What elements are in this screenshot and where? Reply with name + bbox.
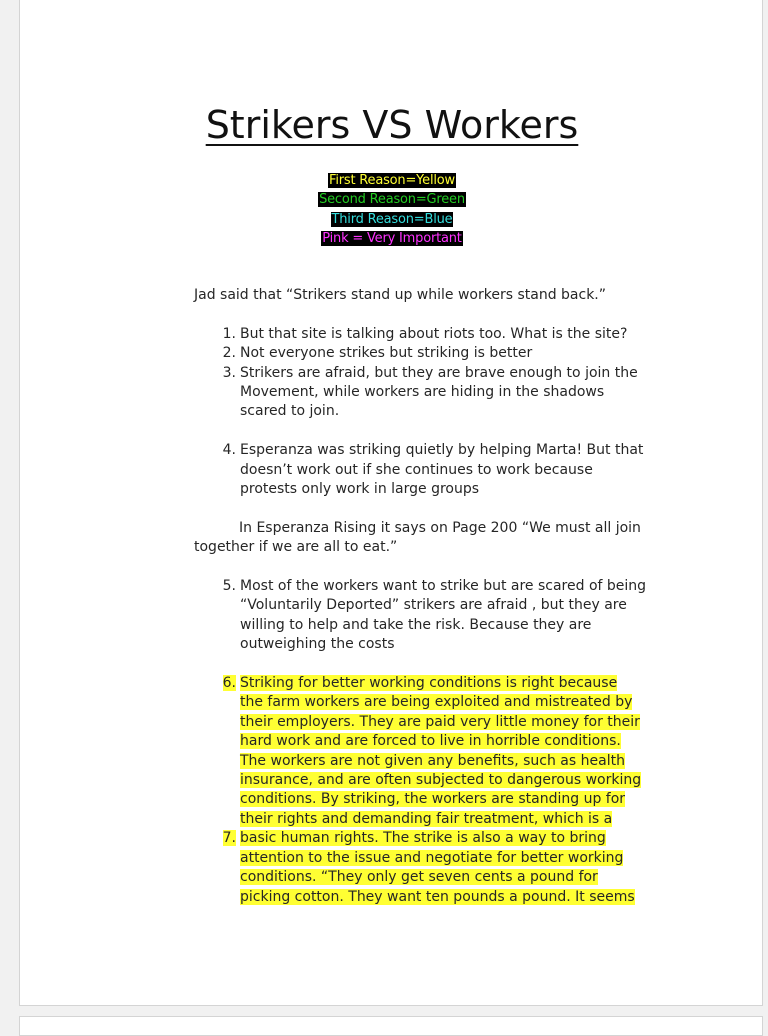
intro-paragraph: Jad said that “Strikers stand up while workers stand back.”	[194, 287, 607, 303]
highlighted-line: the farm workers are being exploited and mistreated by	[240, 694, 633, 711]
color-legend	[20, 171, 764, 248]
list-number-text: 6.	[222, 675, 236, 692]
legend-second-reason: Second Reason=Green	[319, 192, 465, 208]
document-page	[19, 0, 763, 1006]
quote-line: In Esperanza Rising it says on Page 200 “We must all join	[239, 519, 641, 536]
list-item-1	[194, 325, 694, 344]
list-number: 2.	[222, 345, 236, 362]
quote-line: together if we are all to eat.”	[194, 539, 398, 556]
list-line: willing to help and take the risk. Because they are	[240, 616, 592, 633]
highlighted-line: basic human rights. The strike is also a way to bring	[240, 830, 606, 847]
list-line: But that site is talking about riots too. What is the site?	[240, 325, 628, 342]
legend-very-important: Pink = Very Important	[322, 230, 462, 246]
list-line: doesn’t work out if she continues to work because	[240, 461, 593, 478]
highlighted-line: The workers are not given any benefits, such as health	[240, 752, 625, 769]
list-number	[218, 829, 236, 848]
quote-paragraph	[194, 519, 694, 558]
list-item-4	[194, 441, 694, 499]
highlighted-line: their employers. They are paid very little money for their	[240, 713, 640, 730]
list-line: Not everyone strikes but striking is better	[240, 345, 533, 362]
next-page-edge	[19, 1016, 763, 1036]
list-line: Movement, while workers are hiding in the shadows	[240, 384, 605, 401]
list-line: “Voluntarily Deported” strikers are afraid , but they are	[240, 597, 627, 614]
highlighted-line: hard work and are forced to live in horrible conditions.	[240, 733, 621, 750]
list-number	[218, 674, 236, 693]
title-text: Strikers VS Workers	[205, 103, 579, 147]
list-item-5	[194, 577, 694, 655]
highlighted-line: picking cotton. They want ten pounds a pound. It seems	[240, 888, 635, 905]
list-line: scared to join.	[240, 403, 340, 420]
list-line: Most of the workers want to strike but are scared of being	[240, 578, 647, 595]
highlighted-line: attention to the issue and negotiate for better working	[240, 849, 624, 866]
list-number: 1.	[222, 325, 236, 342]
list-line: Esperanza was striking quietly by helping Marta! But that	[240, 442, 644, 459]
list-line: outweighing the costs	[240, 636, 395, 653]
legend-third-reason: Third Reason=Blue	[331, 211, 453, 227]
highlighted-line: insurance, and are often subjected to dangerous working	[240, 772, 642, 789]
document-title	[20, 100, 764, 150]
highlighted-line: conditions. “They only get seven cents a pound for	[240, 869, 598, 886]
list-number-text: 7.	[222, 830, 236, 847]
list-item-2	[194, 344, 694, 363]
highlighted-line: their rights and demanding fair treatment, which is a	[240, 810, 613, 827]
legend-first-reason: First Reason=Yellow	[329, 173, 455, 188]
list-line: Strikers are afraid, but they are brave enough to join the	[240, 364, 638, 381]
list-line: protests only work in large groups	[240, 481, 480, 498]
highlighted-line: Striking for better working conditions is right because	[240, 675, 618, 692]
list-number: 5.	[222, 578, 236, 595]
highlighted-line: conditions. By striking, the workers are standing up for	[240, 791, 626, 808]
document-body	[194, 286, 694, 907]
list-item-7	[194, 829, 694, 907]
list-item-3	[194, 364, 694, 422]
list-item-6	[194, 674, 694, 829]
list-number: 3.	[222, 364, 236, 381]
list-number: 4.	[222, 442, 236, 459]
